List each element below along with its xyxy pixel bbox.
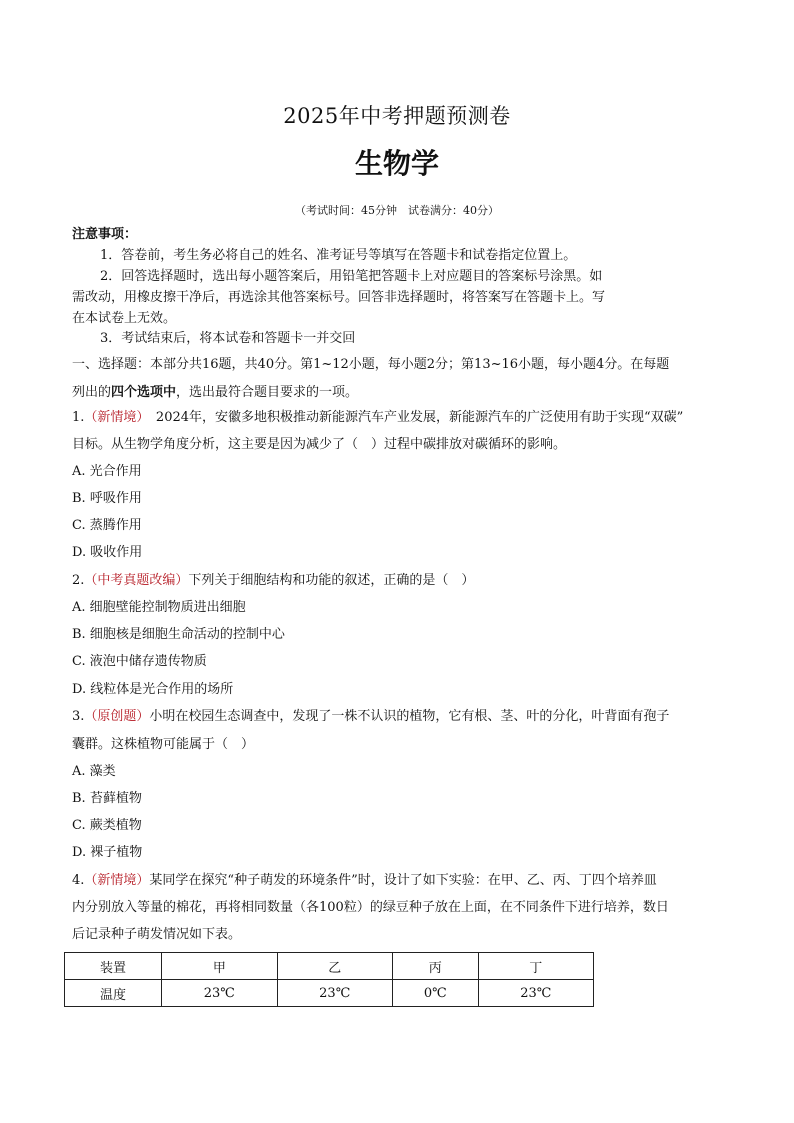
notice-item-3: 3．考试结束后，将本试卷和答题卡一并交回 [100,331,356,346]
q3-option-c: C. 蕨类植物 [72,818,142,833]
section-1-line-2 [72,384,732,402]
notice-item-1: 1．答卷前，考生务必将自己的姓名、准考证号等填写在答题卡和试卷指定位置上。 [100,248,577,263]
table-cell: 丙 [392,953,478,980]
section-1-text: 列出的 [72,385,112,400]
notice-item-2-line-2: 需改动，用橡皮擦干净后，再选涂其他答案标号。回答非选择题时，将答案写在答题卡上。写 [72,290,606,305]
table-cell: 乙 [277,953,392,980]
question-2-line-1 [72,572,732,590]
question-tag: （中考真题改编） [84,573,189,588]
question-text: 2024年，安徽多地积极推动新能源汽车产业发展，新能源汽车的广泛使用有助于实现“双碳” [142,410,684,425]
question-text: 小明在校园生态调查中，发现了一株不认识的植物，它有根、茎、叶的分化，叶背面有孢子 [149,709,670,724]
question-tag: （新情境） [84,873,150,888]
table-cell: 23℃ [162,980,277,1007]
table-cell: 0℃ [392,980,478,1007]
table-cell: 温度 [65,980,162,1007]
table-cell: 甲 [162,953,277,980]
q2-option-c: C. 液泡中储存遗传物质 [72,654,207,669]
question-number: 2. [72,573,85,588]
q3-option-d: D. 裸子植物 [72,845,143,860]
table-row [65,980,594,1007]
q3-option-b: B. 苔藓植物 [72,791,142,806]
question-tag: （新情境） [84,410,143,425]
q1-option-b: B. 呼吸作用 [72,491,142,506]
table-cell: 装置 [65,953,162,980]
table-cell: 23℃ [277,980,392,1007]
question-text: 某同学在探究“种子萌发的环境条件”时，设计了如下实验：在甲、乙、丙、丁四个培养皿 [149,873,657,888]
question-4-line-1 [72,872,732,890]
notice-item-2-line-3: 在本试卷上无效。 [72,311,177,326]
section-1-emphasis: 四个选项中 [111,385,177,400]
q1-option-a: A. 光合作用 [72,464,142,479]
q2-option-d: D. 线粒体是光合作用的场所 [72,682,234,697]
question-3-line-2: 囊群。这株植物可能属于（ ） [72,737,255,752]
table-cell: 丁 [478,953,593,980]
q3-option-a: A. 藻类 [72,764,116,779]
question-tag: （原创题） [84,709,150,724]
question-number: 4. [72,873,85,888]
q1-option-d: D. 吸收作用 [72,545,143,560]
question-3-line-1 [72,708,732,726]
question-4-line-3: 后记录种子萌发情况如下表。 [72,927,242,942]
exam-info: （考试时间：45分钟 试卷满分：40分） [295,204,499,217]
q1-option-c: C. 蒸腾作用 [72,518,142,533]
section-1-line-1: 一、选择题：本部分共16题，共40分。第1~12小题，每小题2分；第13~16小题，每小题4分。在每题 [72,357,670,372]
table-cell: 23℃ [478,980,593,1007]
question-text: 下列关于细胞结构和功能的叙述，正确的是（ ） [188,573,475,588]
table-header-row [65,953,594,980]
question-4-line-2: 内分别放入等量的棉花，再将相同数量（各100粒）的绿豆种子放在上面，在不同条件下进行培养，数日 [72,900,669,915]
subject-title: 生物学 [354,147,439,180]
question-1-line-2: 目标。从生物学角度分析，这主要是因为减少了（ ）过程中碳排放对碳循环的影响。 [72,437,567,452]
notice-item-2-line-1: 2．回答选择题时，选出每小题答案后，用铅笔把答题卡上对应题目的答案标号涂黑。如 [100,269,603,284]
exam-title: 2025年中考押题预测卷 [283,104,511,128]
question-1-line-1 [72,409,732,427]
experiment-table [64,952,594,1007]
question-number: 1. [72,410,85,425]
q2-option-a: A. 细胞壁能控制物质进出细胞 [72,600,246,615]
q2-option-b: B. 细胞核是细胞生命活动的控制中心 [72,627,285,642]
notice-heading: 注意事项： [72,227,138,242]
question-number: 3. [72,709,85,724]
section-1-text-end: ，选出最符合题目要求的一项。 [176,385,359,400]
